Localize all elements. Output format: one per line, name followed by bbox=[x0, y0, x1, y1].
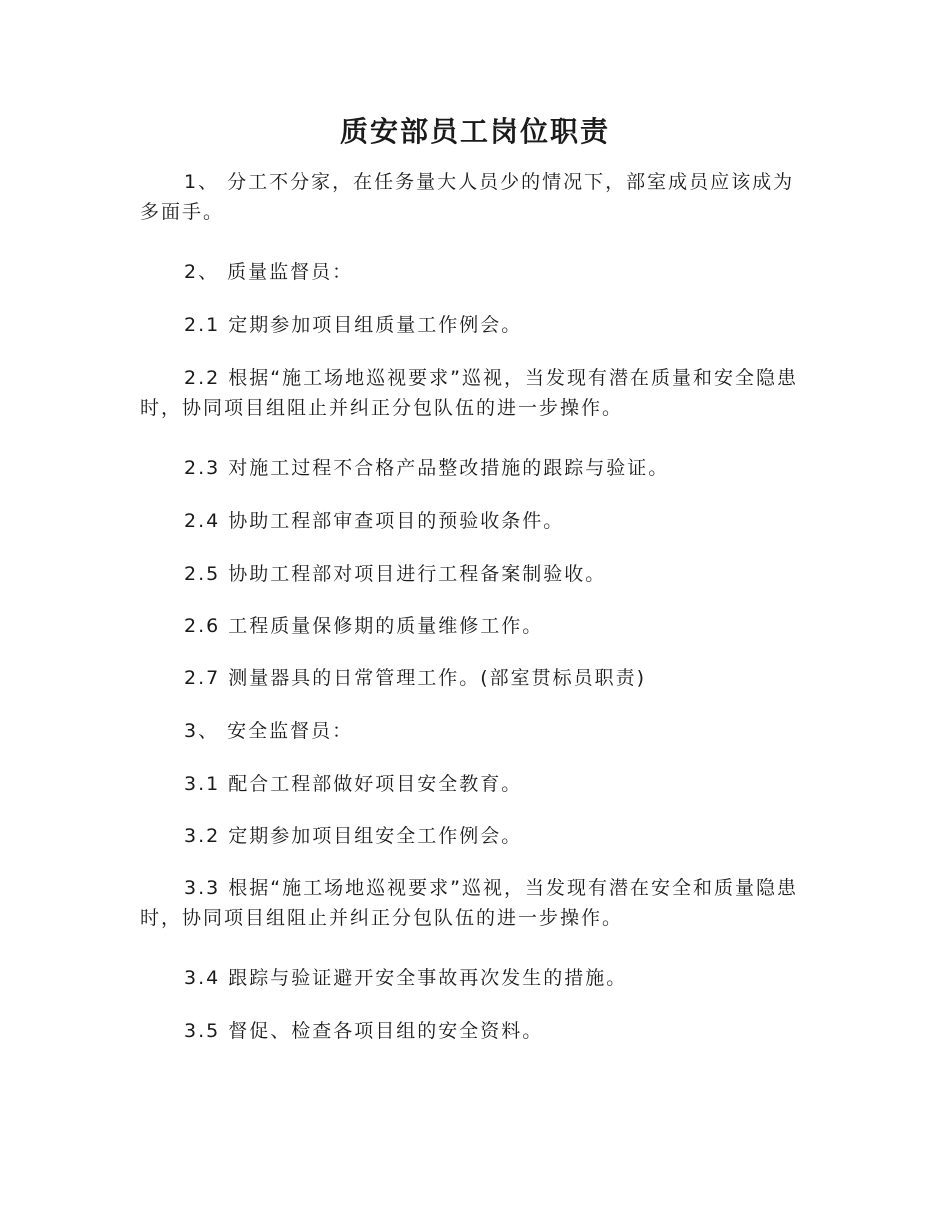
paragraph-2-2: 2.2 根据“施工场地巡视要求”巡视，当发现有潜在质量和安全隐患时，协同项目组阻止并纠正分包队伍的进一步操作。 bbox=[140, 367, 798, 419]
paragraph-3-1: 3.1 配合工程部做好项目安全教育。 bbox=[184, 773, 523, 795]
paragraph-1: 1、 分工不分家，在任务量大人员少的情况下，部室成员应该成为多面手。 bbox=[140, 171, 795, 223]
paragraph-3-5: 3.5 督促、检查各项目组的安全资料。 bbox=[184, 1020, 544, 1042]
paragraph-2: 2、 质量监督员： bbox=[184, 261, 354, 283]
paragraph-3-3: 3.3 根据“施工场地巡视要求”巡视，当发现有潜在安全和质量隐患时，协同项目组阻止并纠正分包队伍的进一步操作。 bbox=[140, 877, 798, 929]
paragraph-2-3: 2.3 对施工过程不合格产品整改措施的跟踪与验证。 bbox=[184, 457, 670, 479]
paragraph-3: 3、 安全监督员： bbox=[184, 720, 354, 742]
paragraph-2-1: 2.1 定期参加项目组质量工作例会。 bbox=[184, 314, 523, 336]
paragraph-3-2: 3.2 定期参加项目组安全工作例会。 bbox=[184, 825, 523, 847]
paragraph-2-5: 2.5 协助工程部对项目进行工程备案制验收。 bbox=[184, 563, 607, 585]
document-title: 质安部员工岗位职责 bbox=[339, 115, 610, 148]
paragraph-2-4: 2.4 协助工程部审查项目的预验收条件。 bbox=[184, 510, 565, 532]
paragraph-3-4: 3.4 跟踪与验证避开安全事故再次发生的措施。 bbox=[184, 967, 628, 989]
paragraph-2-7: 2.7 测量器具的日常管理工作。(部室贯标员职责) bbox=[184, 667, 647, 689]
paragraph-2-6: 2.6 工程质量保修期的质量维修工作。 bbox=[184, 615, 544, 637]
